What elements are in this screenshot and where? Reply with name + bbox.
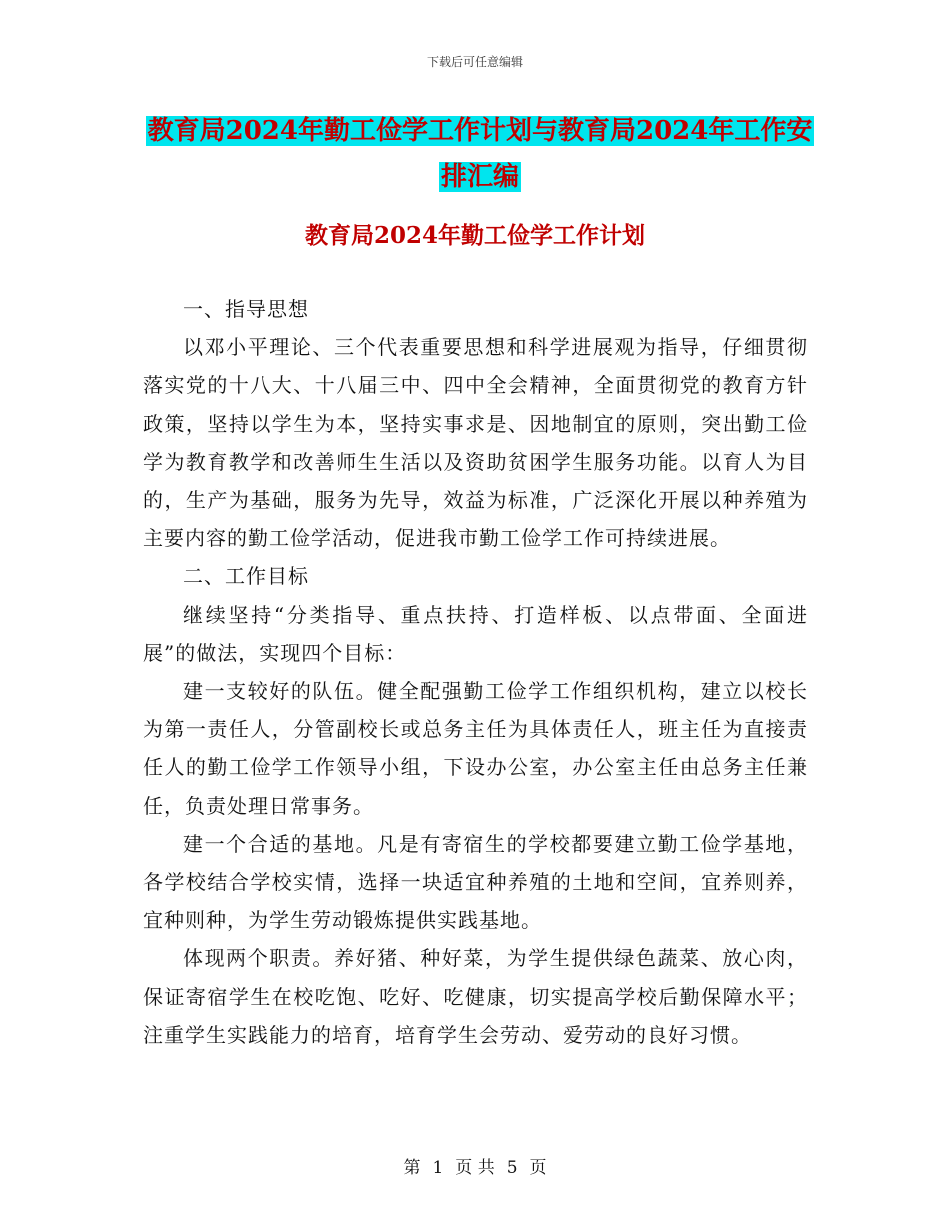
paragraph-goals-intro: 继续坚持“分类指导、重点扶持、打造样板、以点带面、全面进展”的做法，实现四个目标：	[143, 602, 808, 665]
document-title	[145, 108, 815, 200]
footer-total-pages: 5	[506, 1158, 518, 1178]
heading-work-goals: 二、工作目标	[183, 564, 309, 589]
paragraph-responsibilities: 体现两个职责。养好猪、种好菜，为学生提供绿色蔬菜、放心肉，保证寄宿学生在校吃饱、吃好、吃健康，切实提高学校后勤保障水平；注重学生实践能力的培育，培育学生会劳动、爱劳动的良好习惯。	[143, 946, 808, 1047]
footer-page-number: 1	[432, 1158, 444, 1178]
footer-prefix: 第	[403, 1158, 421, 1178]
paragraph-team: 建一支较好的队伍。健全配强勤工俭学工作组织机构，建立以校长为第一责任人，分管副校长或总务主任为具体责任人，班主任为直接责任人的勤工俭学工作领导小组，下设办公室，办公室主任由总务主任兼任，负责处理日常事务。	[143, 679, 808, 818]
heading-guiding-ideology: 一、指导思想	[183, 297, 309, 321]
paragraph-base: 建一个合适的基地。凡是有寄宿生的学校都要建立勤工俭学基地，各学校结合学校实情，选择一块适宜种养殖的土地和空间，宜养则养，宜种则种，为学生劳动锻炼提供实践基地。	[143, 831, 808, 933]
paragraph-guiding-ideology: 以邓小平理论、三个代表重要思想和科学进展观为指导，仔细贯彻落实党的十八大、十八届三中、四中全会精神，全面贯彻党的教育方针政策，坚持以学生为本，坚持实事求是、因地制宜的原则，突出勤工俭学为教育教学和改善师生生活以及资助贫困学生服务功能。以育人为目的，生产为基础，服务为先导，效益为标准，广泛深化开展以种养殖为主要内容的勤工俭学活动，促进我市勤工俭学工作可持续进展。	[143, 335, 808, 551]
footer-suffix: 页	[529, 1158, 547, 1178]
document-title-text: 教育局2024年勤工俭学工作计划与教育局2024年工作安排汇编	[147, 116, 813, 192]
section-title: 教育局2024年勤工俭学工作计划	[304, 222, 645, 249]
document-body	[143, 290, 808, 1054]
page-footer	[0, 1153, 950, 1178]
header-note: 下载后可任意编辑	[426, 55, 523, 69]
footer-middle: 页 共	[455, 1158, 495, 1178]
